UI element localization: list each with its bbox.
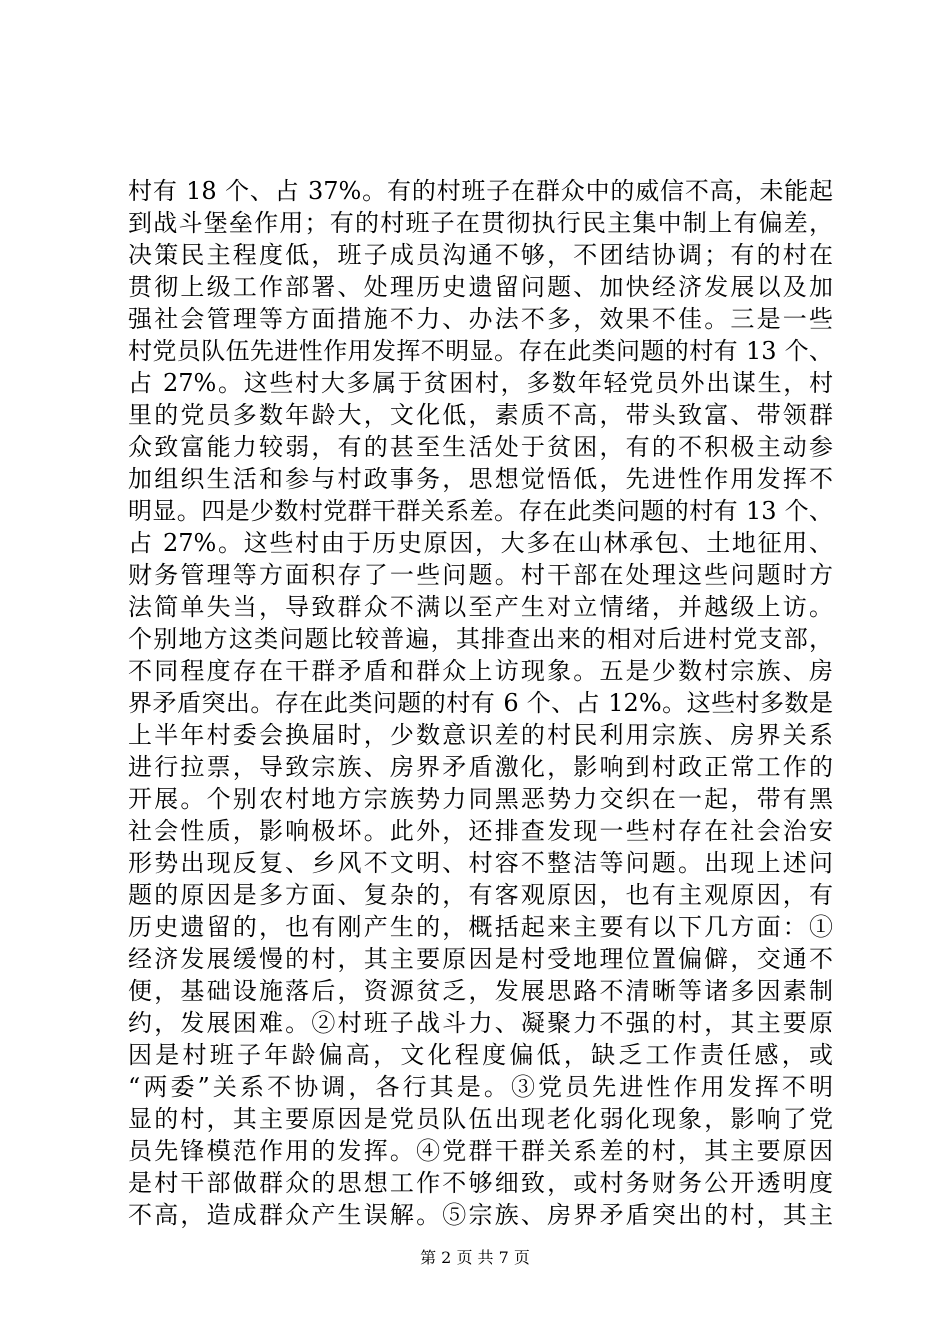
text-line: “两委”关系不协调，各行其是。③党员先进性作用发挥不明 — [128, 1073, 833, 1101]
text-line: 不高，造成群众产生误解。⑤宗族、房界矛盾突出的村，其主 — [128, 1201, 833, 1229]
text-line: 决策民主程度低，班子成员沟通不够，不团结协调；有的村在 — [128, 241, 833, 269]
text-line: 到战斗堡垒作用；有的村班子在贯彻执行民主集中制上有偏差， — [128, 209, 833, 237]
text-line: 是村干部做群众的思想工作不够细致，或村务财务公开透明度 — [128, 1169, 833, 1197]
text-line: 明显。四是少数村党群干群关系差。存在此类问题的村有 13 个、 — [128, 497, 833, 525]
text-line: 经济发展缓慢的村，其主要原因是村受地理位置偏僻，交通不 — [128, 945, 833, 973]
text-line: 贯彻上级工作部署、处理历史遗留问题、加快经济发展以及加 — [128, 273, 833, 301]
text-line: 员先锋模范作用的发挥。④党群干群关系差的村，其主要原因 — [128, 1137, 833, 1165]
page-number-footer: 第 2 页 共 7 页 — [420, 1248, 530, 1267]
text-line: 便，基础设施落后，资源贫乏，发展思路不清晰等诸多因素制 — [128, 977, 833, 1005]
text-line: 村有 18 个、占 37%。有的村班子在群众中的威信不高，未能起 — [128, 177, 833, 205]
text-line: 加组织生活和参与村政事务，思想觉悟低，先进性作用发挥不 — [128, 465, 833, 493]
text-line: 界矛盾突出。存在此类问题的村有 6 个、占 12%。这些村多数是 — [128, 689, 833, 717]
text-line: 因是村班子年龄偏高，文化程度偏低，缺乏工作责任感，或 — [128, 1041, 833, 1069]
text-line: 强社会管理等方面措施不力、办法不多，效果不佳。三是一些 — [128, 305, 833, 333]
text-line: 里的党员多数年龄大，文化低，素质不高，带头致富、带领群 — [128, 401, 833, 429]
text-line: 上半年村委会换届时，少数意识差的村民利用宗族、房界关系 — [128, 721, 833, 749]
text-line: 历史遗留的，也有刚产生的，概括起来主要有以下几方面：① — [128, 913, 833, 941]
text-line: 占 27%。这些村大多属于贫困村，多数年轻党员外出谋生，村 — [128, 369, 833, 397]
text-line: 占 27%。这些村由于历史原因，大多在山林承包、土地征用、 — [128, 529, 833, 557]
text-line: 法简单失当，导致群众不满以至产生对立情绪，并越级上访。 — [128, 593, 833, 621]
text-line: 进行拉票，导致宗族、房界矛盾激化，影响到村政正常工作的 — [128, 753, 833, 781]
text-line: 不同程度存在干群矛盾和群众上访现象。五是少数村宗族、房 — [128, 657, 833, 685]
body-text — [128, 175, 833, 1231]
text-line: 财务管理等方面积存了一些问题。村干部在处理这些问题时方 — [128, 561, 833, 589]
text-line: 村党员队伍先进性作用发挥不明显。存在此类问题的村有 13 个、 — [128, 337, 833, 365]
text-line: 社会性质，影响极坏。此外，还排查发现一些村存在社会治安 — [128, 817, 833, 845]
text-line: 约，发展困难。②村班子战斗力、凝聚力不强的村，其主要原 — [128, 1009, 833, 1037]
text-line: 个别地方这类问题比较普遍，其排查出来的相对后进村党支部， — [128, 625, 833, 653]
text-line: 形势出现反复、乡风不文明、村容不整洁等问题。出现上述问 — [128, 849, 833, 877]
text-line: 题的原因是多方面、复杂的，有客观原因，也有主观原因，有 — [128, 881, 833, 909]
text-line: 众致富能力较弱，有的甚至生活处于贫困，有的不积极主动参 — [128, 433, 833, 461]
text-line: 开展。个别农村地方宗族势力同黑恶势力交织在一起，带有黑 — [128, 785, 833, 813]
text-line: 显的村，其主要原因是党员队伍出现老化弱化现象，影响了党 — [128, 1105, 833, 1133]
